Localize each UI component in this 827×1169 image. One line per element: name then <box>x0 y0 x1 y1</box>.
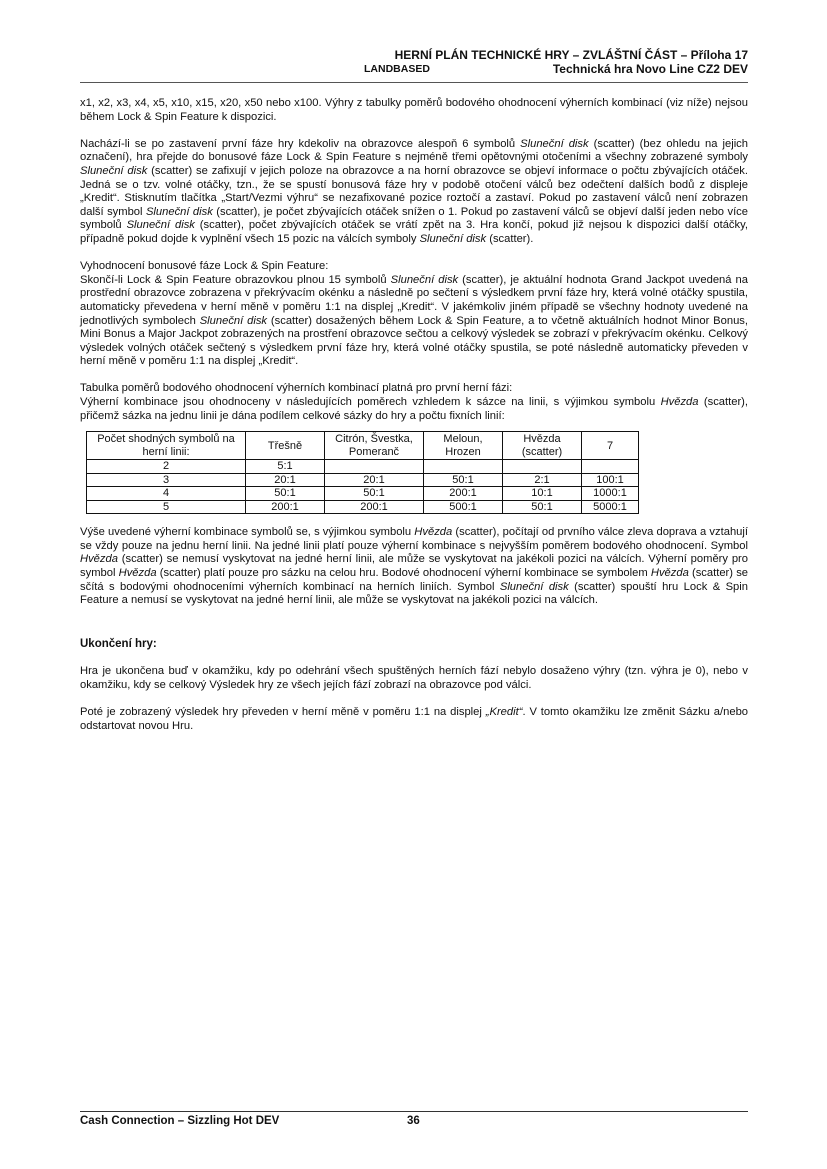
paytable-heading: Tabulka poměrů bodového ohodnocení výherních kombinací platná pro první herní fázi: <box>80 382 513 395</box>
table-row <box>87 473 639 487</box>
table-cell <box>503 460 582 474</box>
table-cell: 2:1 <box>503 473 582 487</box>
table-cell: 20:1 <box>246 473 325 487</box>
table-cell: 200:1 <box>325 500 424 514</box>
table-cell: 10:1 <box>503 487 582 501</box>
paragraph-bonus-evaluation: Vyhodnocení bonusové fáze Lock & Spin Feature: Skončí-li Lock & Spin Feature obrazovkou plnou 15 symbolů Sluneční disk (scatter), je aktuální hodnota Grand Jackpot uvedená na prostřední obrazovce zobrazena v překrývacím okénku a následně po sečtení s výsledkem první fáze hry, která volné otáčky spustila, automaticky převedena v herní měně v poměru 1:1 na displej „Kredit“. V jakémkoliv jiném případě se všechny hodnoty uvedené na jednotlivých symbolech Sluneční disk (scatter) dosažených během Lock & Spin Feature, a to včetně aktuálních hodnot Minor Bonus, Mini Bonus a Major Jackpot zobrazených na prostření obrazovce sečtou a celkový výsledek se zobrazí v překrývacím okénku. Celkový výsledek volných otáček sečtený s výsledkem první fáze hry, která volné otáčky spustila, se poté následně automaticky převeden v herní měně v poměru 1:1 na displej „Kredit“. <box>80 260 749 368</box>
paytable-header-seven: 7 <box>582 432 639 460</box>
paragraph-game-end: Hra je ukončena buď v okamžiku, kdy po odehrání všech spuštěných herních fází nebylo dosaženo výhry (tzn. výhra je 0), nebo v okamžiku, kdy se celkový Výsledek hry ze všech jejích fází zobrazí na obrazovce pod válci. <box>80 665 748 691</box>
table-cell: 20:1 <box>325 473 424 487</box>
document-body <box>80 97 748 747</box>
table-row <box>87 500 639 514</box>
paytable-header-row <box>87 432 639 460</box>
header-category: LANDBASED <box>364 63 430 75</box>
table-cell: 500:1 <box>424 500 503 514</box>
table-cell: 1000:1 <box>582 487 639 501</box>
header-title: HERNÍ PLÁN TECHNICKÉ HRY – ZVLÁŠTNÍ ČÁST – Příloha 17 <box>394 48 748 62</box>
table-cell: 5:1 <box>246 460 325 474</box>
table-cell: 4 <box>87 487 246 501</box>
table-cell: 5000:1 <box>582 500 639 514</box>
table-cell: 3 <box>87 473 246 487</box>
header-game-name: Technická hra Novo Line CZ2 DEV <box>552 62 748 76</box>
footer-document-name: Cash Connection – Sizzling Hot DEV <box>80 1115 280 1127</box>
paytable-header-melon-grapes: Meloun, Hrozen <box>424 432 503 460</box>
paytable-header-star: Hvězda (scatter) <box>503 432 582 460</box>
page-header <box>80 48 748 76</box>
section-heading-game-end: Ukončení hry: <box>80 637 157 650</box>
table-cell: 100:1 <box>582 473 639 487</box>
paragraph-paytable-intro: Tabulka poměrů bodového ohodnocení výherních kombinací platná pro první herní fázi: Výherní kombinace jsou ohodnoceny v následujících poměrech vzhledem k sázce na linii, s výjimkou symbolu Hvězda (scatter), přičemž sázka na jednu linii je dána podílem celkové sázky do hry a počtu fixních linií: <box>80 382 749 422</box>
paytable-header-cherries: Třešně <box>246 432 325 460</box>
table-cell <box>325 460 424 474</box>
table-cell <box>424 460 503 474</box>
table-cell: 50:1 <box>424 473 503 487</box>
page-footer <box>80 1115 748 1127</box>
paytable-header-count: Počet shodných symbolů na herní linii: <box>87 432 246 460</box>
table-row <box>87 460 639 474</box>
table-cell: 5 <box>87 500 246 514</box>
table-cell: 50:1 <box>246 487 325 501</box>
table-cell: 200:1 <box>424 487 503 501</box>
paytable-header-citrus: Citrón, Švestka, Pomeranč <box>325 432 424 460</box>
table-row <box>87 487 639 501</box>
paragraph-lock-spin-trigger: Nachází-li se po zastavení první fáze hry kdekoliv na obrazovce alespoň 6 symbolů Sluneční disk (scatter) (bez ohledu na jejich označení), hra přejde do bonusové fáze Lock & Spin Feature s nejméně třemi opětovnými otočeními a všechny zobrazené symboly Sluneční disk (scatter) se zafixují v jejich poloze na obrazovce a na horní obrazovce se objeví informace o počtu zbývajících otáček. Jedná se o tzv. volné otáčky, tzn., že se spustí bonusová fáze hry v podobě otočení válců bez odečtení dalších bodů z displeje „Kredit“. Stisknutím tlačítka „Start/Vezmi výhru“ se nezafixované pozice roztočí a zastaví. Pokud po zastavení válců není zobrazen další symbol Sluneční disk (scatter), je počet zbývajících otáček snížen o 1. Pokud po zastavení válců se objeví další jeden nebo více symbolů Sluneční disk (scatter), počet zbývajících otáček se vrátí zpět na 3. Hra končí, pokud již nejsou k dispozici další otáčky, případně pokud dojde k vyplnění všech 15 pozic na válcích symboly Sluneční disk (scatter). <box>80 137 748 245</box>
paragraph-paytable-rules: Výše uvedené výherní kombinace symbolů se, s výjimkou symbolu Hvězda (scatter), počítají od prvního válce zleva doprava a vztahují se vždy pouze na jednu herní linii. Na jedné linii platí pouze výherní kombinace s nejvyšším poměrem bodového ohodnocení. Symbol Hvězda (scatter) se nemusí vyskytovat na jedné herní linii, ale může se vyskytovat na jakékoli pozici na válcích. Výherní poměry pro symbol Hvězda (scatter) platí pouze pro sázku na celou hru. Bodové ohodnocení výherní kombinace se symbolem Hvězda (scatter) se sčítá s bodovými ohodnoceními výherních kombinací na herních liniích. Symbol Sluneční disk (scatter) spouští hru Lock & Spin Feature a nemusí se vyskytovat na jedné herní linii, ale může se vyskytovat na jakékoli pozici na válcích. <box>80 526 749 607</box>
paragraph-credit-transfer: Poté je zobrazený výsledek hry převeden v herní měně v poměru 1:1 na displej „Kredit“. V tomto okamžiku lze změnit Sázku a/nebo odstartovat novou Hru. <box>80 706 749 732</box>
table-cell: 200:1 <box>246 500 325 514</box>
paytable <box>86 431 639 514</box>
paragraph-multipliers: x1, x2, x3, x4, x5, x10, x15, x20, x50 nebo x100. Výhry z tabulky poměrů bodového ohodnocení výherních kombinací (viz níže) nejsou během Lock & Spin Feature k dispozici. <box>80 97 748 123</box>
table-cell: 50:1 <box>325 487 424 501</box>
header-divider <box>80 82 748 83</box>
footer-divider <box>80 1111 748 1112</box>
table-cell: 2 <box>87 460 246 474</box>
bonus-evaluation-heading: Vyhodnocení bonusové fáze Lock & Spin Feature: <box>80 260 329 273</box>
table-cell: 50:1 <box>503 500 582 514</box>
page-number: 36 <box>407 1115 420 1127</box>
table-cell <box>582 460 639 474</box>
